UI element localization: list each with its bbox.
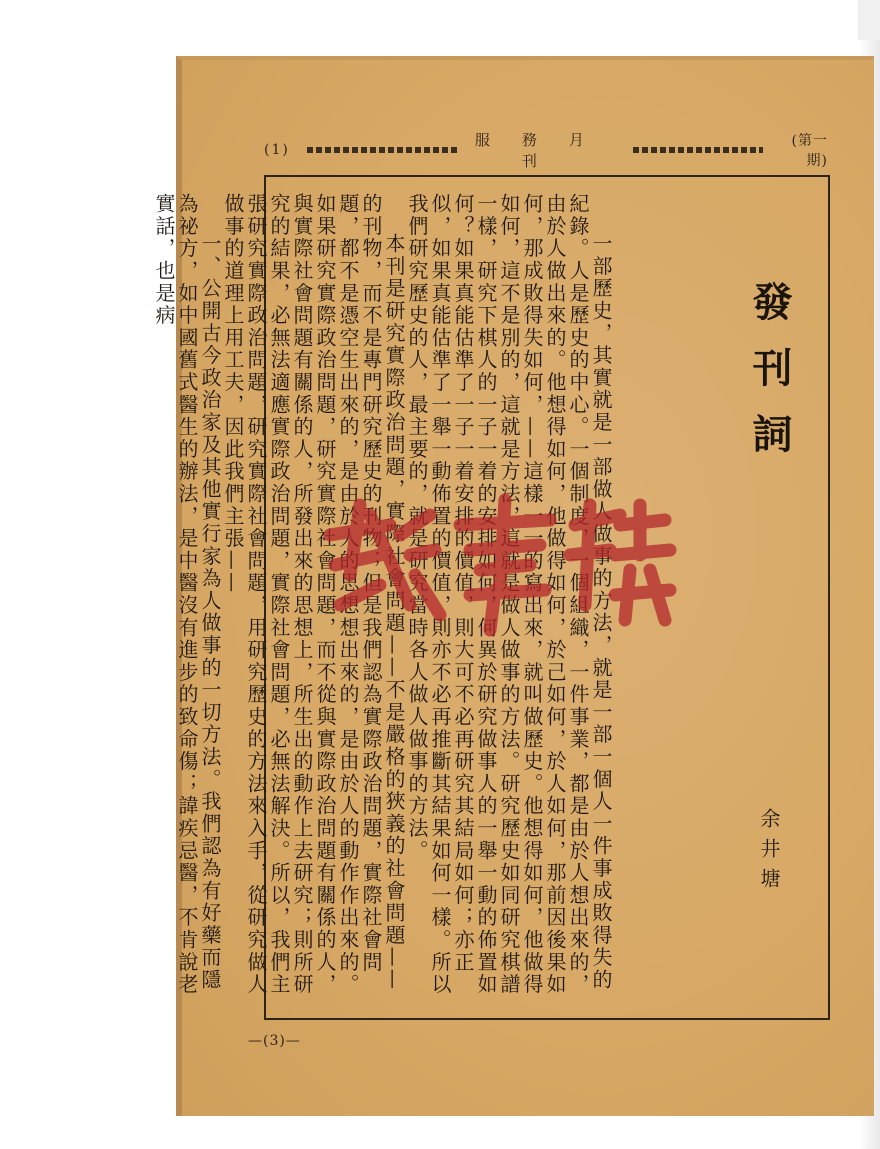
library-stamp-watermark	[320, 495, 680, 635]
scan-background-corner	[858, 0, 880, 40]
body-paragraph-1: 一部歷史，其實就是一部做人做事的方法，就是一部一個人一件事成敗得失的紀錄。人是歷史的中心。一個制度，一個組織，一件事業，都是由於人想出來的，由於人做出來的。他想得如何，他做得如何，於己如何，於人如何，那前因後果如何，那成敗得失如何，——這樣一一的寫出來，就叫做歷史。他想得如何，他做得如何，這不是別的，這就是方法，這就是做人做事的方法。研究歷史如同研究棋譜一樣，研究下棋人的一子一着的安排如何，何異於研究做事人的一舉一動的佈置如何？如果真能估準了一子一着安排的價值，則大可不必再研究其結局如何；亦正似，如果真能估準了一舉一動佈置的價值，則亦不必再推斷其結果如何一樣。所以我們研究歷史的人，最主要的，就是研究當時各人做人做事的方法。	[405, 193, 613, 996]
body-paragraph-2: 本刊是研究實際政治問題，實際社會問題——不是嚴格的狹義的社會問題——的刊物，而不是專門研究歷史的刊物；但是我們認為實際政治問題，實際社會問題，都不是憑空生出來的，是由於人的思想想出來的，是由於人的動作作出來的。如果研究實際政治問題，研究實際社會問題，而不從與實際政治問題有關係的人，與實際社會問題有關係的人，所發出來的思想上，所生出的動作上去研究；則所研究的結果，必無法適應實際政治問題，實際社會問題，必無法解決。所以，我們主張研究實際政治問題，研究實際社會問題，用研究歷史的方法來入手，從研究做人做事的道理上用工夫，因此我們主張——	[221, 193, 406, 996]
running-head-ornament-left	[307, 147, 457, 153]
running-head-ornament-right	[633, 147, 763, 153]
page-number: —(3)—	[248, 1033, 301, 1049]
article-author: 余井塘	[757, 808, 781, 898]
running-head-title: 服務月刊	[474, 131, 616, 170]
body-paragraph-3: 一、公開古今政治家及其他實行家為人做事的一切方法。我們認為有好藥而隱為祕方，如中國舊式醫生的辦法，是中醫沒有進步的致命傷；諱疾忌醫，不肯說老實話，也是病	[152, 193, 222, 996]
article-title: 發刊詞	[746, 281, 793, 479]
running-head-left: (1)	[264, 142, 290, 158]
running-head-right: (第一期)	[791, 133, 828, 169]
running-head	[264, 131, 828, 170]
